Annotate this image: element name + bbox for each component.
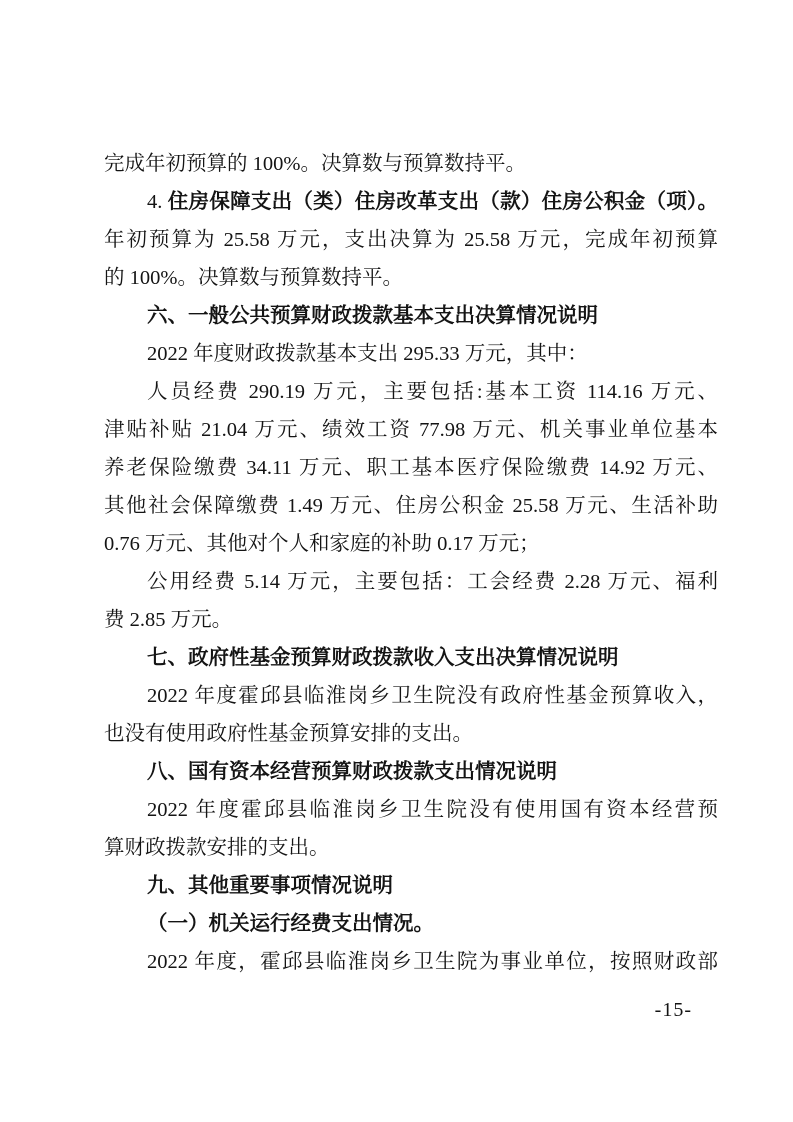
body-line: 养老保险缴费 34.11 万元、职工基本医疗保险缴费 14.92 万元、 — [104, 457, 718, 479]
body-line: 2022 年度，霍邱县临淮岗乡卫生院为事业单位，按照财政部 — [147, 951, 718, 973]
page-number: -15- — [654, 999, 692, 1021]
body-line: 0.76 万元、其他对个人和家庭的补助 0.17 万元； — [104, 533, 540, 555]
body-line: 其他社会保障缴费 1.49 万元、住房公积金 25.58 万元、生活补助 — [104, 495, 718, 517]
body-line: 公用经费 5.14 万元，主要包括：工会经费 2.28 万元、福利 — [147, 571, 718, 593]
body-line: 年初预算为 25.58 万元，支出决算为 25.58 万元，完成年初预算 — [104, 229, 718, 251]
item-number: 4. — [147, 191, 168, 213]
body-line: 2022 年度霍邱县临淮岗乡卫生院没有使用国有资本经营预 — [147, 799, 718, 821]
body-line: 费 2.85 万元。 — [104, 609, 233, 631]
body-line: 2022 年度财政拨款基本支出 295.33 万元，其中： — [147, 343, 588, 365]
body-line: 完成年初预算的 100%。决算数与预算数持平。 — [104, 153, 526, 175]
body-line: 也没有使用政府性基金预算安排的支出。 — [104, 723, 473, 745]
body-line: 算财政拨款安排的支出。 — [104, 837, 330, 859]
section-seven-heading: 七、政府性基金预算财政拨款收入支出决算情况说明 — [147, 646, 619, 669]
body-line: 人员经费 290.19 万元，主要包括:基本工资 114.16 万元、 — [147, 381, 718, 403]
section-eight-heading: 八、国有资本经营预算财政拨款支出情况说明 — [147, 760, 557, 783]
body-line: 津贴补贴 21.04 万元、绩效工资 77.98 万元、机关事业单位基本 — [104, 419, 718, 441]
body-line: 的 100%。决算数与预算数持平。 — [104, 267, 403, 289]
item-title: 住房保障支出（类）住房改革支出（款）住房公积金（项）。 — [167, 190, 719, 213]
document-content — [104, 145, 718, 1029]
subsection-one-heading: （一）机关运行经费支出情况。 — [147, 912, 434, 935]
section-six-heading: 六、一般公共预算财政拨款基本支出决算情况说明 — [147, 304, 598, 327]
section-nine-heading: 九、其他重要事项情况说明 — [147, 874, 393, 897]
item-4-heading-line — [104, 183, 718, 221]
body-line: 2022 年度霍邱县临淮岗乡卫生院没有政府性基金预算收入， — [147, 685, 718, 707]
